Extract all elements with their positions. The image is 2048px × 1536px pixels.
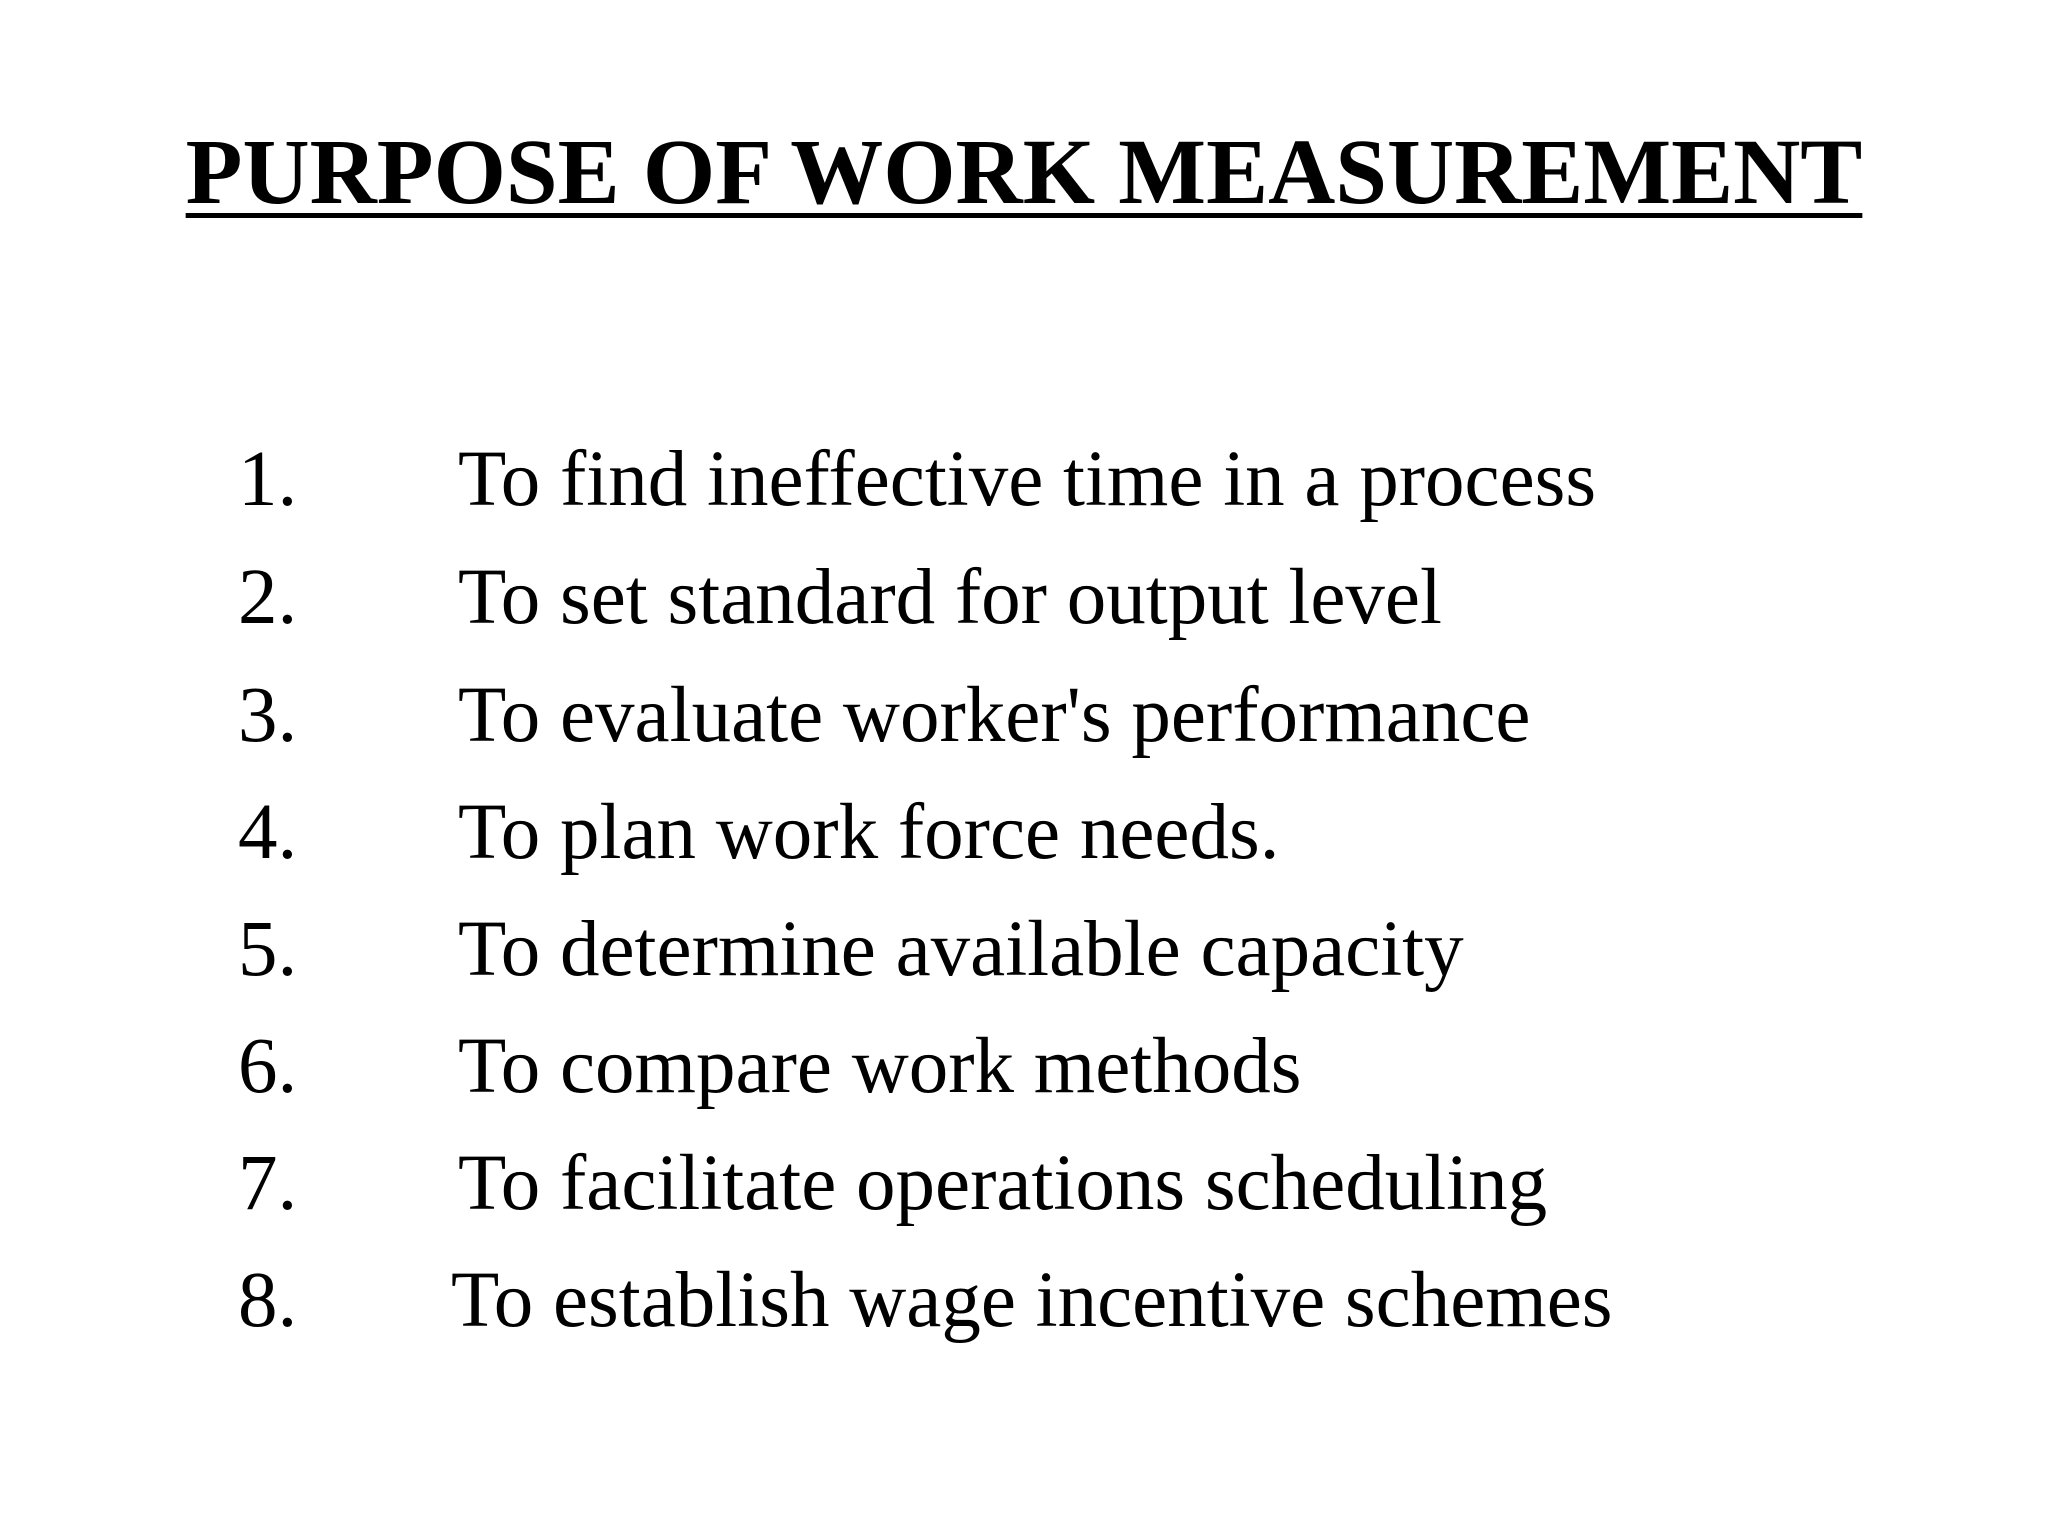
item-text: To plan work force needs.	[458, 789, 1280, 876]
list-item	[0, 900, 2048, 1000]
list-item	[0, 666, 2048, 766]
list-item	[0, 783, 2048, 883]
item-number: 8.	[238, 1257, 298, 1344]
item-number: 6.	[238, 1023, 298, 1110]
item-text: To find ineffective time in a process	[458, 436, 1597, 523]
item-text: To determine available capacity	[458, 906, 1464, 993]
item-text: To set standard for output level	[458, 554, 1442, 641]
item-number: 5.	[238, 906, 298, 993]
item-text: To establish wage incentive schemes	[451, 1257, 1613, 1344]
list-item	[0, 1017, 2048, 1117]
item-number: 2.	[238, 554, 298, 641]
item-text: To compare work methods	[458, 1023, 1302, 1110]
list-item	[0, 1251, 2048, 1351]
list-item	[0, 1134, 2048, 1234]
list-item	[0, 430, 2048, 530]
item-number: 4.	[238, 789, 298, 876]
item-text: To evaluate worker's performance	[458, 672, 1531, 759]
list-item	[0, 548, 2048, 648]
item-text: To facilitate operations scheduling	[458, 1140, 1548, 1227]
item-number: 7.	[238, 1140, 298, 1227]
item-number: 3.	[238, 672, 298, 759]
page-title: PURPOSE OF WORK MEASUREMENT	[185, 121, 1863, 224]
item-number: 1.	[238, 436, 298, 523]
